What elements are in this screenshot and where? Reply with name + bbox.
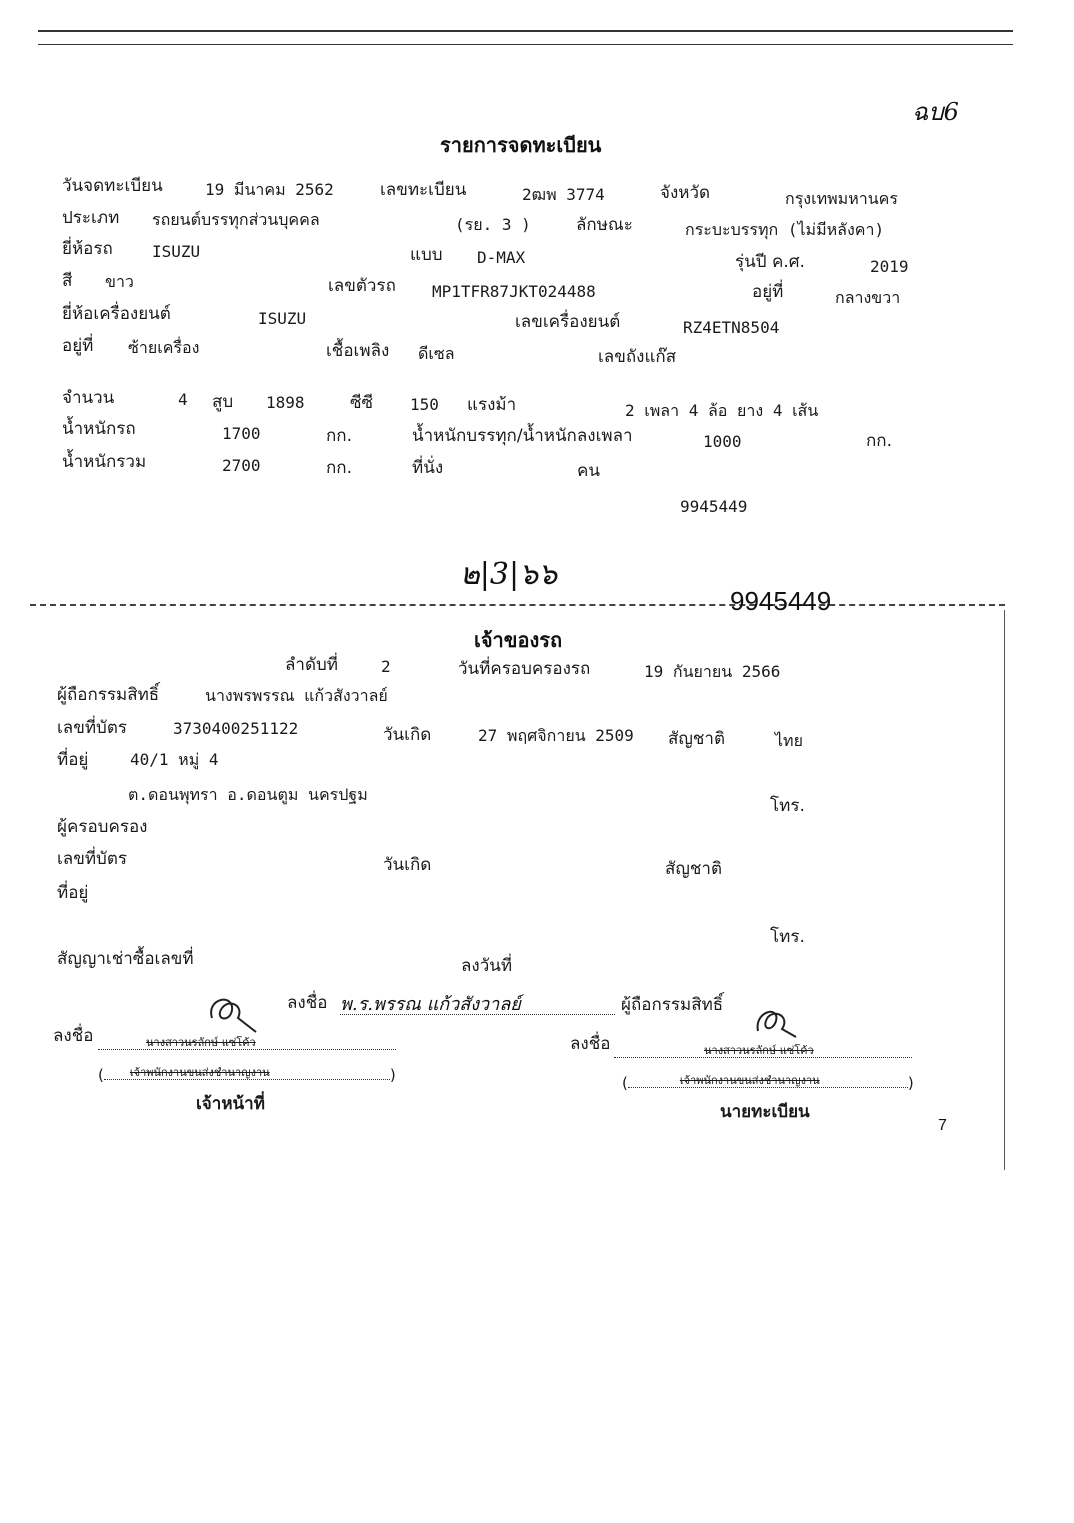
color-value: ขาว (105, 272, 134, 291)
fuel-value: ดีเซล (418, 344, 455, 363)
possessor-phone-label: โทร. (770, 927, 805, 947)
address-line-1: 40/1 หมู่ 4 (130, 750, 219, 769)
handwritten-date: ๒|3|๖๖ (460, 557, 558, 592)
hp-value: 150 (410, 395, 439, 414)
holder-sign-label: ลงชื่อ (287, 993, 328, 1013)
hp-unit: แรงม้า (467, 395, 517, 415)
brand-value: ISUZU (152, 242, 201, 261)
plate-label: เลขทะเบียน (380, 180, 467, 200)
kg-label-1: กก. (326, 426, 352, 446)
section-separator (30, 604, 1005, 606)
possession-value: 19 กันยายน 2566 (644, 662, 781, 681)
officer-position-line: ( เจ้าพนักงานขนส่งชำนาญงาน ) (98, 1066, 396, 1084)
contract-label: สัญญาเช่าซื้อเลขที่ (57, 949, 194, 969)
model-value: D-MAX (477, 248, 526, 267)
gas-tank-label: เลขถังแก๊ส (598, 347, 677, 367)
holder-signature-scribble (204, 988, 264, 1038)
id-label: เลขที่บัตร (57, 718, 128, 738)
holder-value: นางพรพรรณ แก้วสังวาลย์ (205, 686, 388, 705)
color-label: สี (62, 271, 73, 291)
plate-value: 2ฒพ 3774 (522, 185, 605, 204)
officer-name: นางสาวนรลักษ์ แซ่โค้ว (146, 1036, 256, 1049)
chassis-loc-label: อยู่ที่ (752, 282, 784, 302)
load-value: 1000 (703, 432, 742, 451)
separator-code: 9945449 (730, 586, 832, 616)
registration-title: รายการจดทะเบียน (440, 133, 602, 157)
axles-value: 2 เพลา 4 ล้อ ยาง 4 เส้น (625, 401, 819, 420)
weight-value: 1700 (222, 424, 261, 443)
top-rule-2 (38, 44, 1013, 45)
registrar-sign-label: ลงชื่อ (570, 1034, 611, 1054)
registrar-position: เจ้าพนักงานขนส่งชำนาญงาน (679, 1074, 820, 1087)
owner-title: เจ้าของรถ (474, 628, 563, 652)
holder-label: ผู้ถือกรรมสิทธิ์ (57, 685, 160, 705)
gross-label: น้ำหนักรวม (62, 452, 147, 472)
order-value: 2 (381, 657, 391, 676)
count-label: จำนวน (62, 388, 115, 408)
possessor-id-label: เลขที่บัตร (57, 849, 128, 869)
seats-label: ที่นั่ง (412, 458, 444, 478)
type-code: (รย. 3 ) (455, 215, 531, 234)
province-value: กรุงเทพมหานคร (785, 189, 898, 208)
reg-date-label: วันจดทะเบียน (62, 176, 163, 196)
officer-sign-label: ลงชื่อ (53, 1026, 94, 1046)
cc-value: 1898 (266, 393, 305, 412)
brand-label: ยี่ห้อรถ (62, 239, 113, 259)
engine-loc-label: อยู่ที่ (62, 336, 94, 356)
registration-code: 9945449 (680, 497, 748, 516)
officer-role: เจ้าหน้าที่ (196, 1094, 265, 1114)
model-label: แบบ (410, 245, 443, 265)
chassis-label: เลขตัวรถ (328, 276, 396, 296)
possession-label: วันที่ครอบครองรถ (458, 659, 591, 679)
seats-unit: คน (577, 461, 600, 481)
year-label: รุ่นปี ค.ศ. (735, 252, 805, 272)
province-label: จังหวัด (660, 183, 711, 203)
kg-label-2: กก. (866, 431, 892, 451)
right-margin-line (1004, 610, 1005, 1170)
registrar-sign-line (614, 1043, 912, 1058)
holder-sign-name: พ.ร.พรรณ แก้วสังวาลย์ (340, 996, 615, 1015)
cylinders-value: 4 (178, 390, 188, 409)
possessor-label: ผู้ครอบครอง (57, 817, 148, 837)
registrar-signature-scribble (752, 1003, 802, 1043)
birth-label: วันเกิด (383, 725, 432, 745)
corner-mark: ฉบ6 (912, 98, 959, 126)
reg-date-value: 19 มีนาคม 2562 (205, 180, 334, 199)
chassis-value: MP1TFR87JKT024488 (432, 282, 596, 301)
id-value: 3730400251122 (173, 719, 299, 738)
officer-position: เจ้าพนักงานขนส่งชำนาญงาน (129, 1066, 270, 1079)
engine-brand-label: ยี่ห้อเครื่องยนต์ (62, 304, 171, 324)
address-line-2: ต.ดอนพุทรา อ.ดอนตูม นครปฐม (128, 785, 368, 804)
chassis-loc-value: กลางขวา (835, 288, 901, 307)
top-rule (38, 30, 1013, 32)
type-value: รถยนต์บรรทุกส่วนบุคคล (152, 210, 320, 229)
address-label: ที่อยู่ (57, 750, 89, 770)
engine-brand-value: ISUZU (258, 309, 307, 328)
cylinders-unit: สูบ (212, 392, 234, 412)
engine-no-label: เลขเครื่องยนต์ (515, 312, 621, 332)
engine-loc-value: ซ้ายเครื่อง (128, 338, 200, 357)
cc-unit: ซีซี (350, 393, 374, 413)
registrar-role: นายทะเบียน (720, 1102, 810, 1122)
nationality-label: สัญชาติ (668, 729, 725, 749)
nationality-value: ไทย (775, 731, 803, 750)
page-number: 7 (938, 1117, 947, 1134)
load-label: น้ำหนักบรรทุก/น้ำหนักลงเพลา (412, 426, 633, 446)
officer-sign-line (98, 1035, 396, 1050)
possessor-nationality-label: สัญชาติ (665, 859, 722, 879)
birth-value: 27 พฤศจิกายน 2509 (478, 726, 634, 745)
holder-role: ผู้ถือกรรมสิทธิ์ (621, 995, 724, 1015)
kg-label-3: กก. (326, 458, 352, 478)
contract-date-label: ลงวันที่ (461, 956, 513, 976)
style-value: กระบะบรรทุก (ไม่มีหลังคา) (685, 220, 885, 239)
registrar-position-line: ( เจ้าพนักงานขนส่งชำนาญงาน ) (622, 1074, 914, 1092)
style-label: ลักษณะ (576, 215, 633, 235)
gross-value: 2700 (222, 456, 261, 475)
possessor-birth-label: วันเกิด (383, 855, 432, 875)
possessor-address-label: ที่อยู่ (57, 883, 89, 903)
registrar-name: นางสาวนรลักษ์ แซ่โค้ว (704, 1044, 814, 1057)
fuel-label: เชื้อเพลิง (326, 341, 390, 361)
weight-label: น้ำหนักรถ (62, 419, 136, 439)
type-label: ประเภท (62, 208, 120, 228)
phone-label: โทร. (770, 796, 805, 816)
year-value: 2019 (870, 257, 909, 276)
order-label: ลำดับที่ (285, 655, 339, 675)
engine-no-value: RZ4ETN8504 (683, 318, 780, 337)
